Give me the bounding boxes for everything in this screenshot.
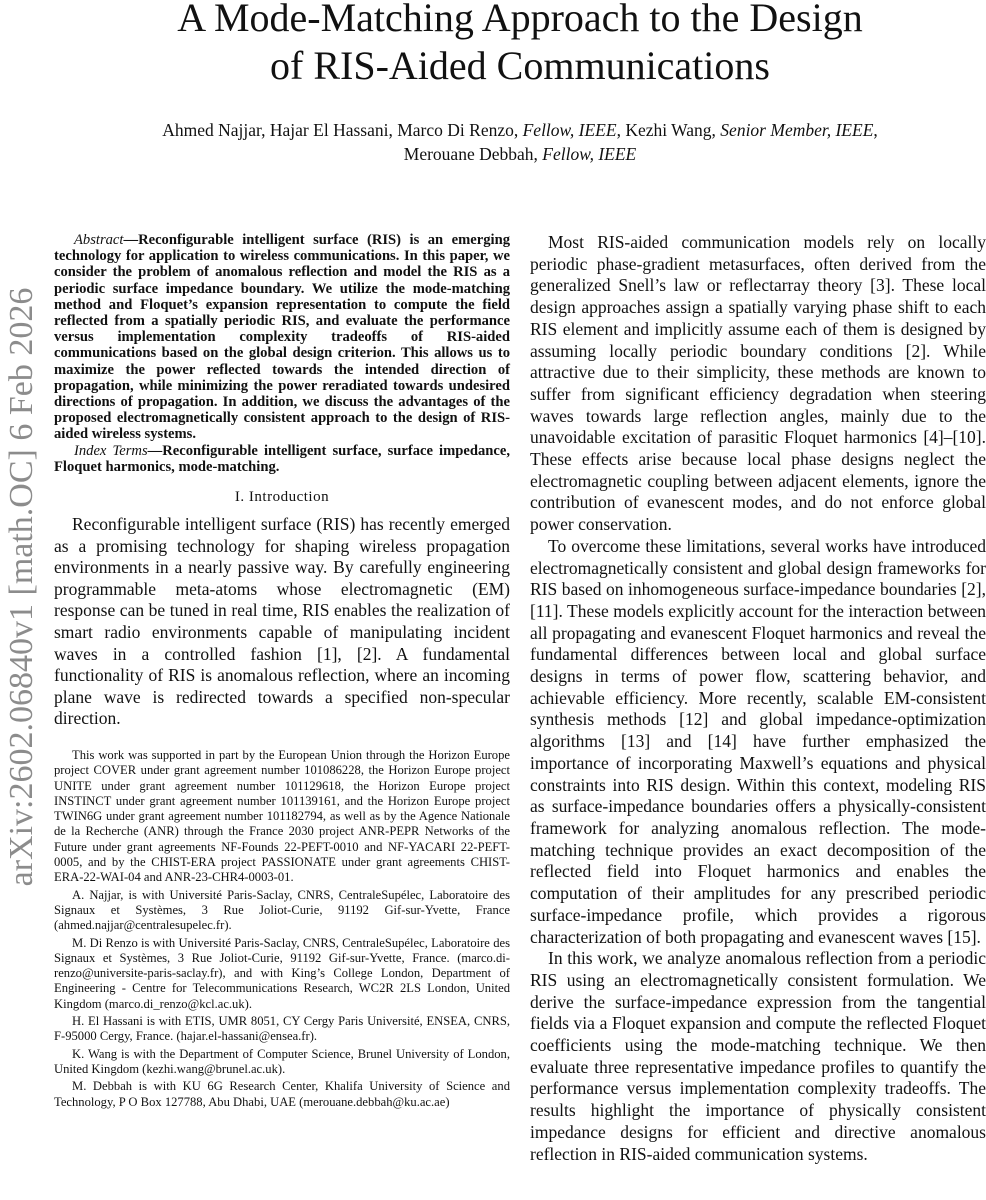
index-terms-text: —Reconfigurable intelligent surface, surface impedance, Floquet harmonics, mode-matching. — [54, 442, 510, 475]
footnote-affiliation-direnzo: M. Di Renzo is with Université Paris-Saclay, CNRS, CentraleSupélec, Laboratoire des Signaux et Systèmes, 3 Rue Joliot-Curie, 91192 Gif-sur-Yvette, France. (marco.di-renzo@universite-paris-saclay.fr), and with King’s College London, Department of Engineering - Centre for Telecommunications Research, WC2R 2LS London, United Kingdom (marco.di_renzo@kcl.ac.uk). — [54, 935, 510, 1011]
index-terms-label: Index Terms — [74, 442, 148, 459]
paper-title — [60, 0, 980, 90]
authors-part-a: Ahmed Najjar, Hajar El Hassani, Marco Di Renzo, — [162, 120, 519, 140]
footnote-affiliation-wang: K. Wang is with the Department of Computer Science, Brunel University of London, United Kingdom (kezhi.wang@brunel.ac.uk). — [54, 1046, 510, 1076]
title-line-1: A Mode-Matching Approach to the Design — [177, 0, 863, 40]
footnote-affiliation-debbah: M. Debbah is with KU 6G Research Center, Khalifa University of Science and Technology, P O Box 127788, Abu Dhabi, UAE (merouane.debbah@ku.ac.ae) — [54, 1079, 510, 1109]
authors-part-b: , Kezhi Wang, — [616, 120, 716, 140]
authors-role-d: Fellow, IEEE — [542, 144, 637, 164]
footnote-funding: This work was supported in part by the European Union through the Horizon Europe project COVER under grant agreement number 101086228, the Horizon Europe project UNITE under grant agreement number 101129618, the Horizon Europe project INSTINCT under grant agreement number 101139161, and the Horizon Europe project TWIN6G under grant agreement number 101182794, as well as by the Agence Nationale de la Recherche (ANR) through the France 2030 project ANR-PEPR Networks of the Future under grant agreements NF-Founds 22-PEFT-0010 and NF-YACARI 22-PEFT-0005, and by the CHIST-ERA project PASSIONATE under grant agreements CHIST-ERA-22-WAI-04 and ANR-23-CHR4-0003-01. — [54, 747, 510, 885]
authors-part-d: Merouane Debbah, — [403, 144, 538, 164]
footnotes — [54, 748, 510, 1110]
footnote-affiliation-najjar: A. Najjar, is with Université Paris-Saclay, CNRS, CentraleSupélec, Laboratoire des Signaux et Systèmes, 3 Rue Joliot-Curie, 91192 Gif-sur-Yvette, France (ahmed.najjar@centralesupelec.fr). — [54, 887, 510, 933]
authors-role-b: Senior Member, IEEE — [720, 120, 874, 140]
abstract-label: Abstract — [74, 232, 124, 248]
intro-paragraph-1: Reconfigurable intelligent surface (RIS) has recently emerged as a promising technology for shaping wireless propagation environments in a nearly passive way. By carefully engineering programmable meta-atoms whose electromagnetic (EM) response can be tuned in real time, RIS enables the realization of smart radio environments capable of manipulating incident waves in a controlled fashion [1], [2]. A fundamental functionality of RIS is anomalous reflection, where an incoming plane wave is redirected towards a specified non-specular direction. — [54, 514, 510, 729]
authors-part-c: , — [873, 120, 878, 140]
title-line-2: of RIS-Aided Communications — [270, 43, 770, 88]
intro-paragraph-4: In this work, we analyze anomalous reflection from a periodic RIS using an electromagnetically consistent formulation. We derive the surface-impedance expression from the tangential fields via a Floquet expansion and compute the reflected Floquet coefficients using the mode-matching technique. We then evaluate three representative impedance profiles to quantify the performance versus implementation complexity tradeoffs. The results highlight the importance of physically consistent impedance designs for efficient and directive anomalous reflection in RIS-aided communication systems. — [530, 948, 986, 1164]
right-column — [530, 232, 986, 1165]
author-list — [60, 118, 980, 166]
abstract — [54, 232, 510, 443]
arxiv-identifier-stamp: arXiv:2602.06840v1 [math.OC] 6 Feb 2026 — [3, 287, 40, 887]
left-column — [54, 232, 510, 1112]
intro-paragraph-2: Most RIS-aided communication models rely on locally periodic phase-gradient metasurfaces, often derived from the generalized Snell’s law or reflectarray theory [3]. These local design approaches assign a spatially varying phase shift to each RIS element and implicitly assume each of them is designed by assuming locally periodic boundary conditions [2]. While attractive due to their simplicity, these methods are known to suffer from significant efficiency degradation when steering waves towards large reflection angles, mainly due to the unavoidable excitation of parasitic Floquet harmonics [4]–[10]. These effects arise because local phase designs neglect the electromagnetic coupling between adjacent elements, ignore the contribution of evanescent modes, and do not enforce global power conservation. — [530, 232, 986, 535]
index-terms — [54, 443, 510, 475]
intro-paragraph-3: To overcome these limitations, several works have introduced electromagnetically consistent and global design frameworks for RIS based on inhomogeneous surface-impedance boundaries [2], [11]. These models explicitly account for the interaction between all propagating and evanescent Floquet harmonics and reveal the fundamental differences between local and global surface designs in terms of power flow, scattering behavior, and achievable efficiency. More recently, scalable EM-consistent synthesis methods [12] and global impedance-optimization algorithms [13] and [14] have further emphasized the importance of incorporating Maxwell’s equations and physical constraints into RIS design. Within this context, modeling RIS as surface-impedance boundaries offers a physically-consistent framework for analyzing anomalous reflection. The mode-matching technique provides an exact decomposition of the reflected field into Floquet harmonics and enables the computation of their amplitudes for any prescribed periodic surface-impedance profile, which provides a rigorous characterization of both propagating and evanescent waves [15]. — [530, 535, 986, 947]
footnote-affiliation-elhassani: H. El Hassani is with ETIS, UMR 8051, CY Cergy Paris Université, ENSEA, CNRS, F-95000 Cergy, France. (hajar.el-hassani@ensea.fr). — [54, 1014, 510, 1044]
abstract-text: —Reconfigurable intelligent surface (RIS) is an emerging technology for application to wireless communications. In this paper, we consider the problem of anomalous reflection and model the RIS as a periodic surface impedance boundary. We utilize the mode-matching method and Floquet’s expansion representation to compute the field reflected from a spatially periodic RIS, and evaluate the performance versus implementation complexity tradeoffs of RIS-aided communications based on the global design criterion. This allows us to maximize the power reflected towards the intended direction of propagation, while minimizing the power reradiated towards undesired directions of propagation. In addition, we discuss the advantages of the proposed electromagnetically consistent approach to the design of RIS-aided wireless systems. — [54, 232, 510, 443]
section-heading-introduction: I. Introduction — [234, 489, 330, 506]
authors-role-a: Fellow, IEEE — [522, 120, 617, 140]
